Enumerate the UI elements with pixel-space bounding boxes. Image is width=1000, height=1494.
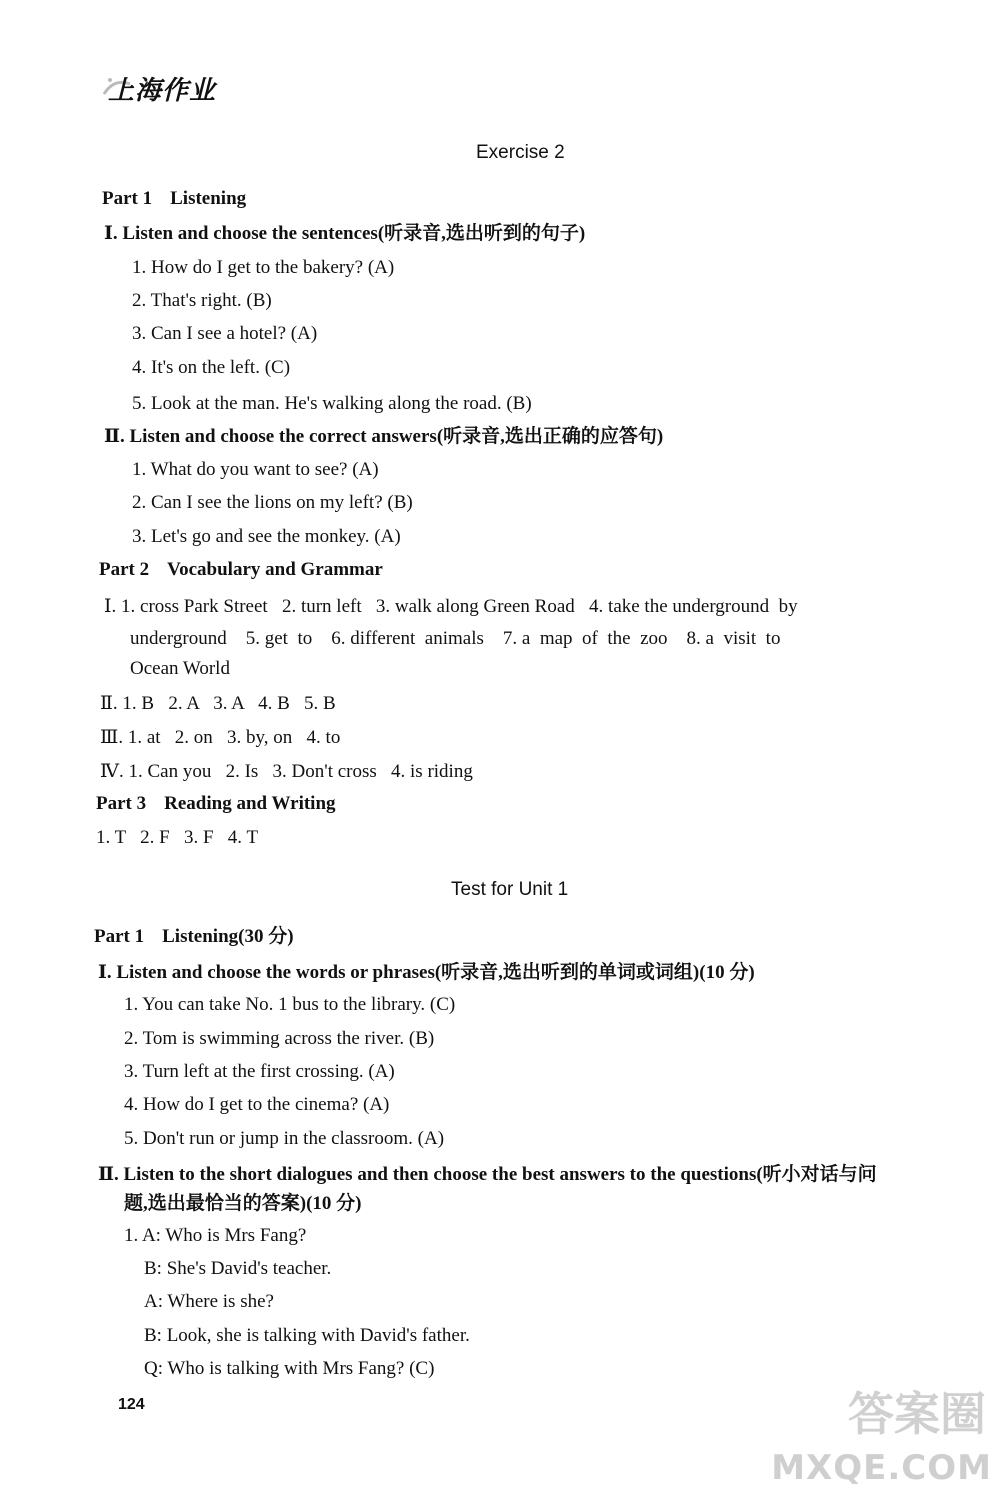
brand-title: 上海作业	[108, 76, 217, 106]
answer-line: underground 5. get to 6. different animals 7. a map of the zoo 8. a visit to	[130, 628, 781, 649]
page-number: 124	[118, 1396, 145, 1413]
section-title: Ⅱ. Listen to the short dialogues and then choose the best answers to the questions(听小对话与问	[98, 1164, 877, 1185]
part-label: Part 3	[96, 793, 147, 814]
dialogue-line: Q: Who is talking with Mrs Fang? (C)	[144, 1358, 435, 1379]
answer-line: Ⅲ. 1. at 2. on 3. by, on 4. to	[100, 727, 341, 748]
dialogue-line: B: Look, she is talking with David's father.	[144, 1325, 470, 1346]
part-label: Part 1	[102, 188, 153, 209]
dialogue-line: 1. A: Who is Mrs Fang?	[124, 1225, 307, 1246]
list-item: 5. Don't run or jump in the classroom. (A)	[124, 1128, 445, 1149]
list-item: 1. You can take No. 1 bus to the library. (C)	[124, 994, 456, 1015]
list-item: 3. Can I see a hotel? (A)	[132, 323, 318, 344]
part-name: Vocabulary and Grammar	[167, 559, 383, 580]
dialogue-line: A: Where is she?	[144, 1291, 274, 1312]
list-item: 2. That's right. (B)	[132, 290, 272, 311]
watermark-url: MXQE.COM	[771, 1448, 992, 1488]
answer-line: Ⅳ. 1. Can you 2. Is 3. Don't cross 4. is riding	[100, 761, 473, 782]
list-item: 4. It's on the left. (C)	[132, 357, 291, 378]
answer-line: Ⅱ. 1. B 2. A 3. A 4. B 5. B	[100, 693, 336, 714]
dialogue-line: B: She's David's teacher.	[144, 1258, 332, 1279]
test-title: Test for Unit 1	[451, 879, 569, 900]
list-item: 3. Turn left at the first crossing. (A)	[124, 1061, 395, 1082]
part1-heading	[102, 187, 246, 211]
section-title: Ⅱ. Listen and choose the correct answers(听录音,选出正确的应答句)	[104, 426, 664, 447]
part-name: Listening	[170, 188, 247, 209]
list-item: 2. Tom is swimming across the river. (B)	[124, 1028, 435, 1049]
list-item: 2. Can I see the lions on my left? (B)	[132, 492, 413, 513]
part-name: Reading and Writing	[164, 793, 336, 814]
answer-line: 1. T 2. F 3. F 4. T	[96, 827, 259, 848]
part-label: Part 1	[94, 926, 145, 947]
part-label: Part 2	[99, 559, 150, 580]
list-item: 5. Look at the man. He's walking along the road. (B)	[132, 393, 532, 414]
list-item: 4. How do I get to the cinema? (A)	[124, 1094, 390, 1115]
test-part1-heading	[94, 925, 294, 949]
watermark-logo: 答案圈	[848, 1387, 986, 1441]
exercise-title: Exercise 2	[476, 142, 565, 163]
section-title-cont: 题,选出最恰当的答案)(10 分)	[124, 1193, 362, 1214]
list-item: 3. Let's go and see the monkey. (A)	[132, 526, 401, 547]
section-title: Ⅰ. Listen and choose the sentences(听录音,选出听到的句子)	[104, 223, 586, 244]
section-title: Ⅰ. Listen and choose the words or phrases(听录音,选出听到的单词或词组)(10 分)	[98, 962, 755, 983]
part3-heading	[96, 792, 336, 816]
list-item: 1. How do I get to the bakery? (A)	[132, 257, 395, 278]
part2-heading	[99, 558, 383, 582]
answer-line: Ocean World	[130, 658, 230, 679]
list-item: 1. What do you want to see? (A)	[132, 459, 379, 480]
answer-line: Ⅰ. 1. cross Park Street 2. turn left 3. walk along Green Road 4. take the underground by	[104, 596, 798, 617]
part-name: Listening(30 分)	[162, 926, 294, 947]
